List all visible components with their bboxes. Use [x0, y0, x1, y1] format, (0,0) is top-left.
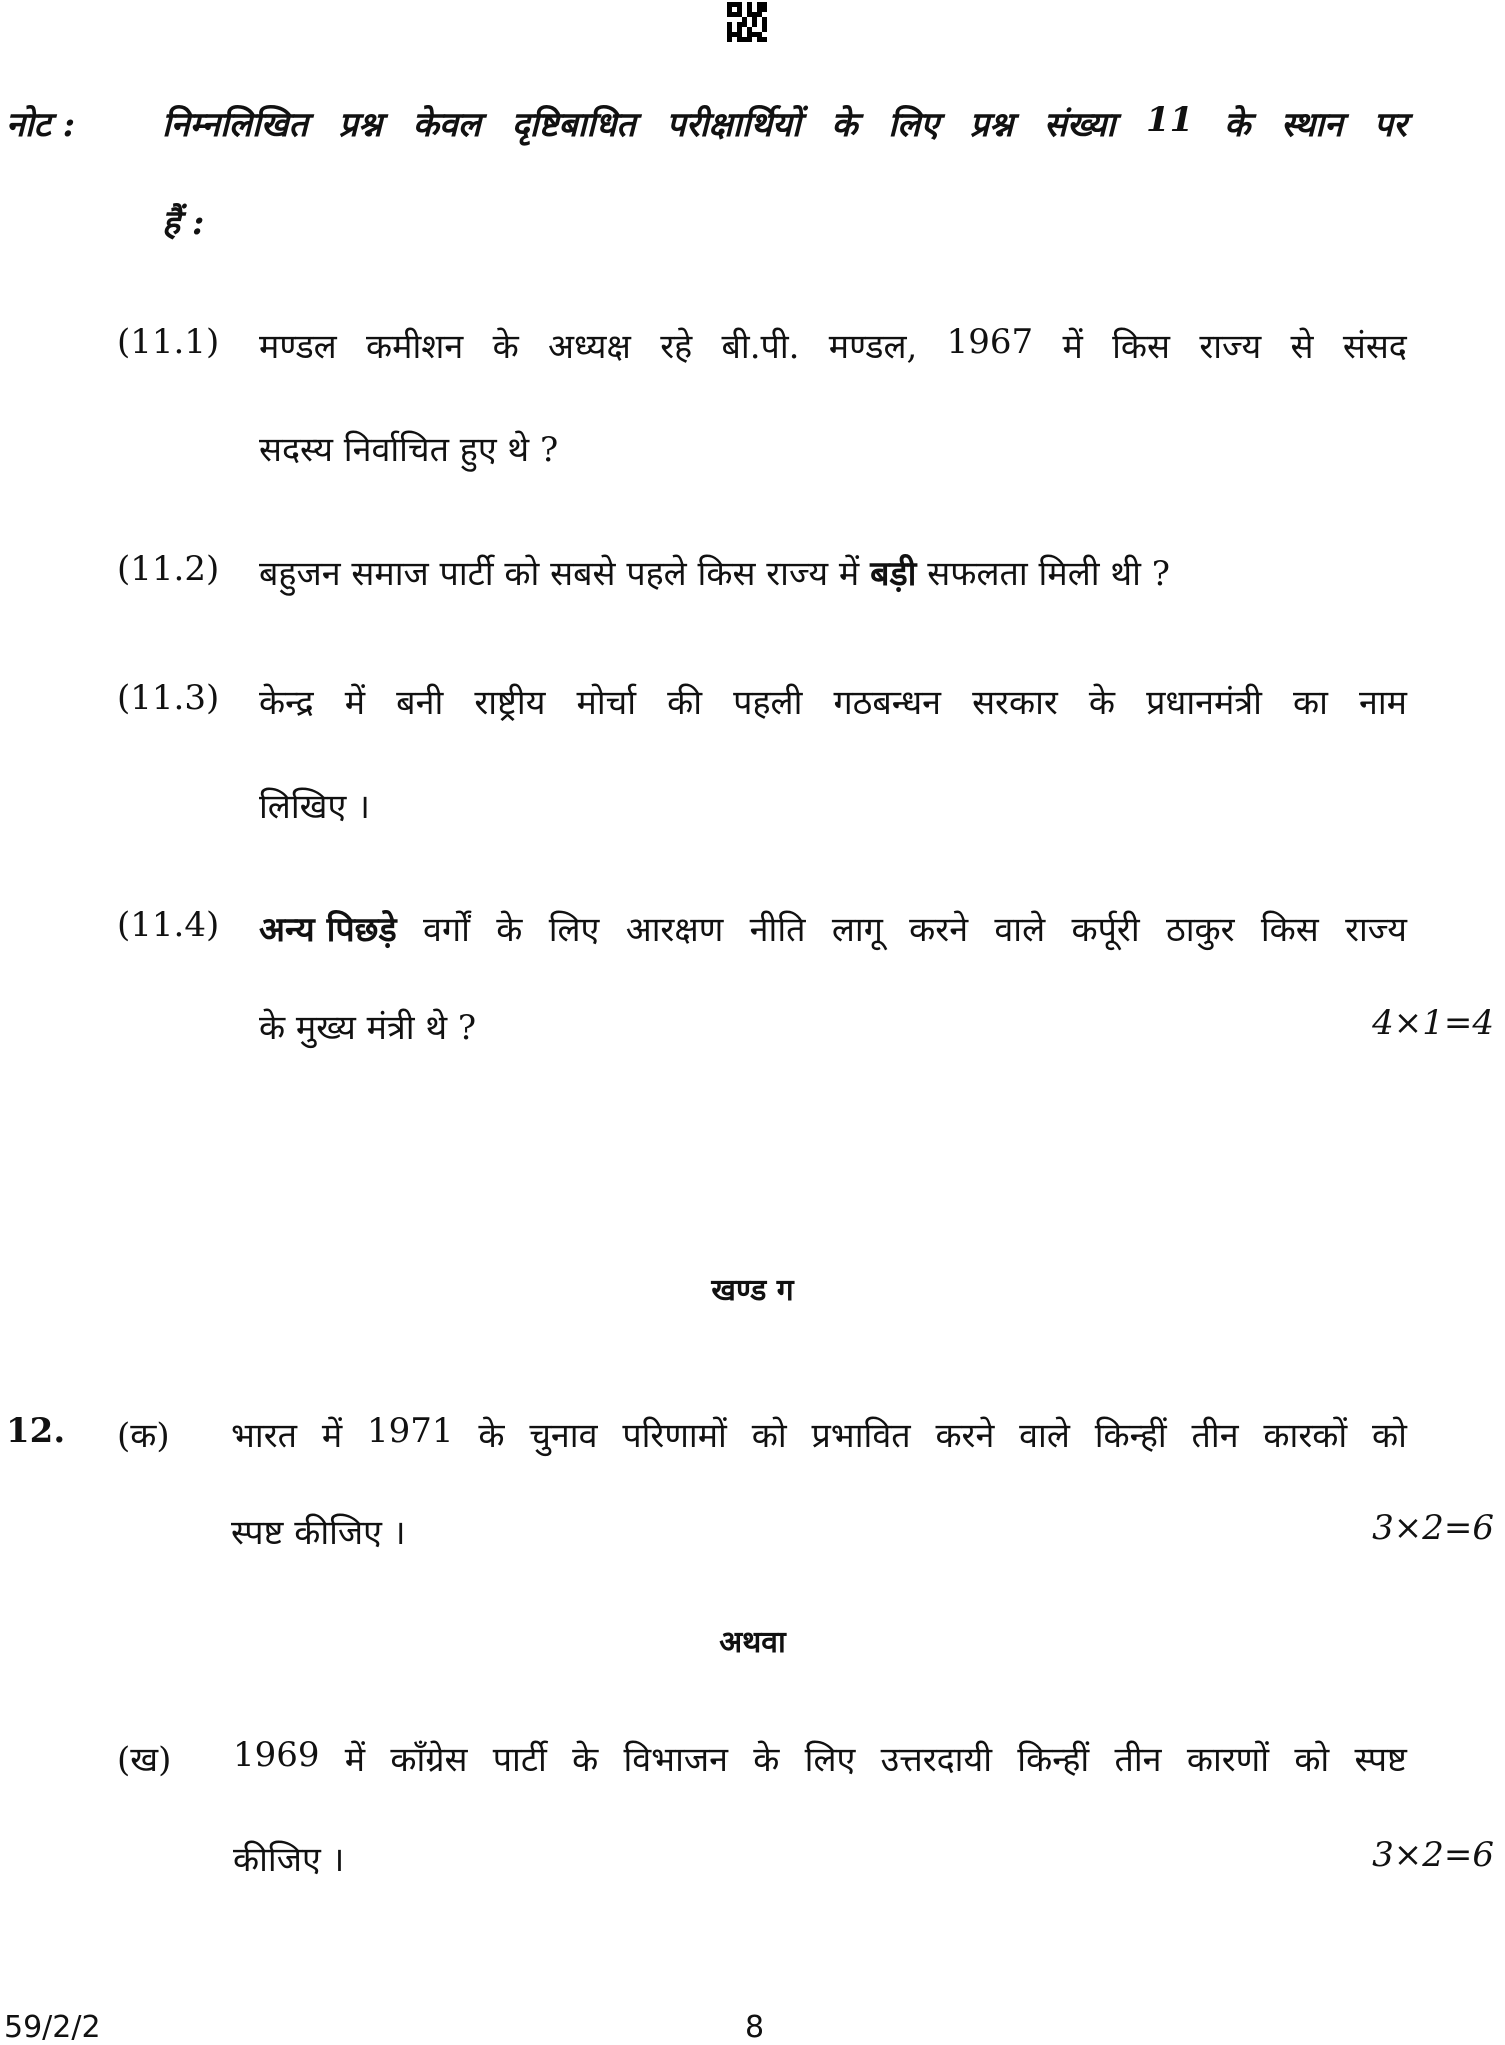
- word: दृष्टिबाधित: [511, 105, 636, 145]
- question-number: (11.1): [117, 322, 220, 362]
- text: सफलता मिली थी ?: [916, 554, 1170, 594]
- word: लिए: [888, 105, 939, 145]
- word: कॉंग्रेस: [390, 1740, 468, 1780]
- word: चुनाव: [529, 1416, 598, 1456]
- word: के: [496, 910, 523, 950]
- word: का: [1292, 683, 1328, 723]
- word: के: [492, 327, 519, 367]
- question-12a-line2: स्पष्ट कीजिए ।: [231, 1513, 406, 1553]
- question-12b-line1: [233, 1735, 1407, 1781]
- word: राष्ट्रीय: [474, 683, 546, 723]
- word: रहे: [660, 327, 693, 367]
- qr-code: [727, 2, 767, 42]
- word: नीति: [749, 910, 806, 950]
- word: के: [572, 1740, 599, 1780]
- question-number: 12.: [6, 1411, 66, 1451]
- option-label: (ख): [117, 1740, 172, 1780]
- word: के: [753, 1740, 780, 1780]
- question-number: (11.4): [117, 905, 220, 945]
- word: पार्टी: [492, 1740, 547, 1780]
- question-12b-line2: कीजिए ।: [233, 1840, 345, 1880]
- word: 1969: [233, 1735, 320, 1775]
- word: 1971: [367, 1411, 454, 1451]
- word: नाम: [1358, 683, 1407, 723]
- word: उत्तरदायी: [880, 1740, 993, 1780]
- word: में: [344, 1740, 366, 1780]
- question-11-1-line1: [259, 322, 1407, 368]
- word: करने: [909, 910, 969, 950]
- word: प्रश्न: [338, 105, 383, 145]
- word: को: [1294, 1740, 1330, 1780]
- page-number: 8: [745, 2010, 765, 2045]
- word: को: [751, 1416, 787, 1456]
- word: कर्पूरी: [1071, 910, 1140, 950]
- word: किन्हीं: [1094, 1416, 1167, 1456]
- word: वर्गों: [423, 910, 470, 950]
- word: कारकों: [1263, 1416, 1348, 1456]
- word: से: [1290, 327, 1314, 367]
- word: भारत: [231, 1416, 297, 1456]
- note-label: नोट :: [6, 105, 76, 145]
- question-number: (11.3): [117, 678, 220, 718]
- emphasis: बड़ी: [870, 554, 917, 594]
- word: सरकार: [972, 683, 1058, 723]
- word: किस: [1112, 327, 1171, 367]
- word: प्रभावित: [811, 1416, 911, 1456]
- word: लिए: [804, 1740, 856, 1780]
- word: राज्य: [1199, 327, 1262, 367]
- word: संसद: [1342, 327, 1407, 367]
- word: स्थान: [1280, 105, 1343, 145]
- emphasis: अन्य पिछड़े: [259, 910, 397, 950]
- word: कमीशन: [366, 327, 464, 367]
- word: बी.पी.: [721, 327, 800, 367]
- word: स्पष्ट: [1354, 1740, 1407, 1780]
- word: लागू: [831, 910, 883, 950]
- question-number: (11.2): [117, 549, 220, 589]
- word: पहली: [733, 683, 803, 723]
- word: वाले: [1019, 1416, 1070, 1456]
- word: के: [1088, 683, 1115, 723]
- question-11-1-line2: सदस्य निर्वाचित हुए थे ?: [259, 430, 559, 470]
- word: कारणों: [1186, 1740, 1270, 1780]
- word: प्रधानमंत्री: [1146, 683, 1262, 723]
- question-11-4-line1: [259, 905, 1407, 951]
- word: विभाजन: [623, 1740, 728, 1780]
- word: तीन: [1114, 1740, 1162, 1780]
- text: बहुजन समाज पार्टी को सबसे पहले किस राज्य में: [259, 554, 871, 594]
- word: मण्डल: [259, 327, 337, 367]
- word: संख्या: [1043, 105, 1116, 145]
- marks: 3×2=6: [1372, 1508, 1494, 1548]
- question-12a-line1: [231, 1411, 1407, 1457]
- marks: 3×2=6: [1372, 1835, 1494, 1875]
- word: में: [1062, 327, 1083, 367]
- question-11-3-line2: लिखिए ।: [259, 787, 370, 827]
- word: किस: [1260, 910, 1319, 950]
- word: मोर्चा: [576, 683, 637, 723]
- word: के: [478, 1416, 505, 1456]
- word: गठबन्धन: [833, 683, 941, 723]
- or-label: अथवा: [719, 1625, 786, 1660]
- word: बनी: [396, 683, 444, 723]
- word: प्रश्न: [969, 105, 1014, 145]
- word: लिए: [548, 910, 600, 950]
- note-line1: [162, 100, 1407, 146]
- word: केवल: [412, 105, 481, 145]
- word: के: [831, 105, 858, 145]
- word: 11: [1146, 100, 1194, 140]
- word: में: [344, 683, 366, 723]
- word: की: [667, 683, 703, 723]
- word: राज्य: [1345, 910, 1407, 950]
- word: करने: [935, 1416, 995, 1456]
- section-title: खण्ड ग: [711, 1273, 794, 1308]
- word: 1967: [946, 322, 1034, 362]
- word: को: [1372, 1416, 1407, 1456]
- note-line2: हैं :: [162, 203, 205, 243]
- question-11-2: [259, 549, 1170, 595]
- word: परीक्षार्थियों: [666, 105, 801, 145]
- paper-code: 59/2/2: [4, 2010, 101, 2045]
- word: आरक्षण: [625, 910, 724, 950]
- word: केन्द्र: [259, 683, 314, 723]
- word: अध्यक्ष: [548, 327, 631, 367]
- word: परिणामों: [622, 1416, 727, 1456]
- word: वाले: [994, 910, 1046, 950]
- marks: 4×1=4: [1372, 1003, 1494, 1043]
- word: तीन: [1191, 1416, 1239, 1456]
- question-11-4-line2: के मुख्य मंत्री थे ?: [259, 1008, 477, 1048]
- word: पर: [1373, 105, 1407, 145]
- word: ठाकुर: [1165, 910, 1235, 950]
- word: निम्नलिखित: [162, 105, 308, 145]
- word: में: [321, 1416, 343, 1456]
- question-11-3-line1: [259, 678, 1407, 724]
- word: मण्डल,: [828, 327, 918, 367]
- option-label: (क): [117, 1416, 170, 1456]
- word: किन्हीं: [1017, 1740, 1090, 1780]
- word: के: [1224, 105, 1251, 145]
